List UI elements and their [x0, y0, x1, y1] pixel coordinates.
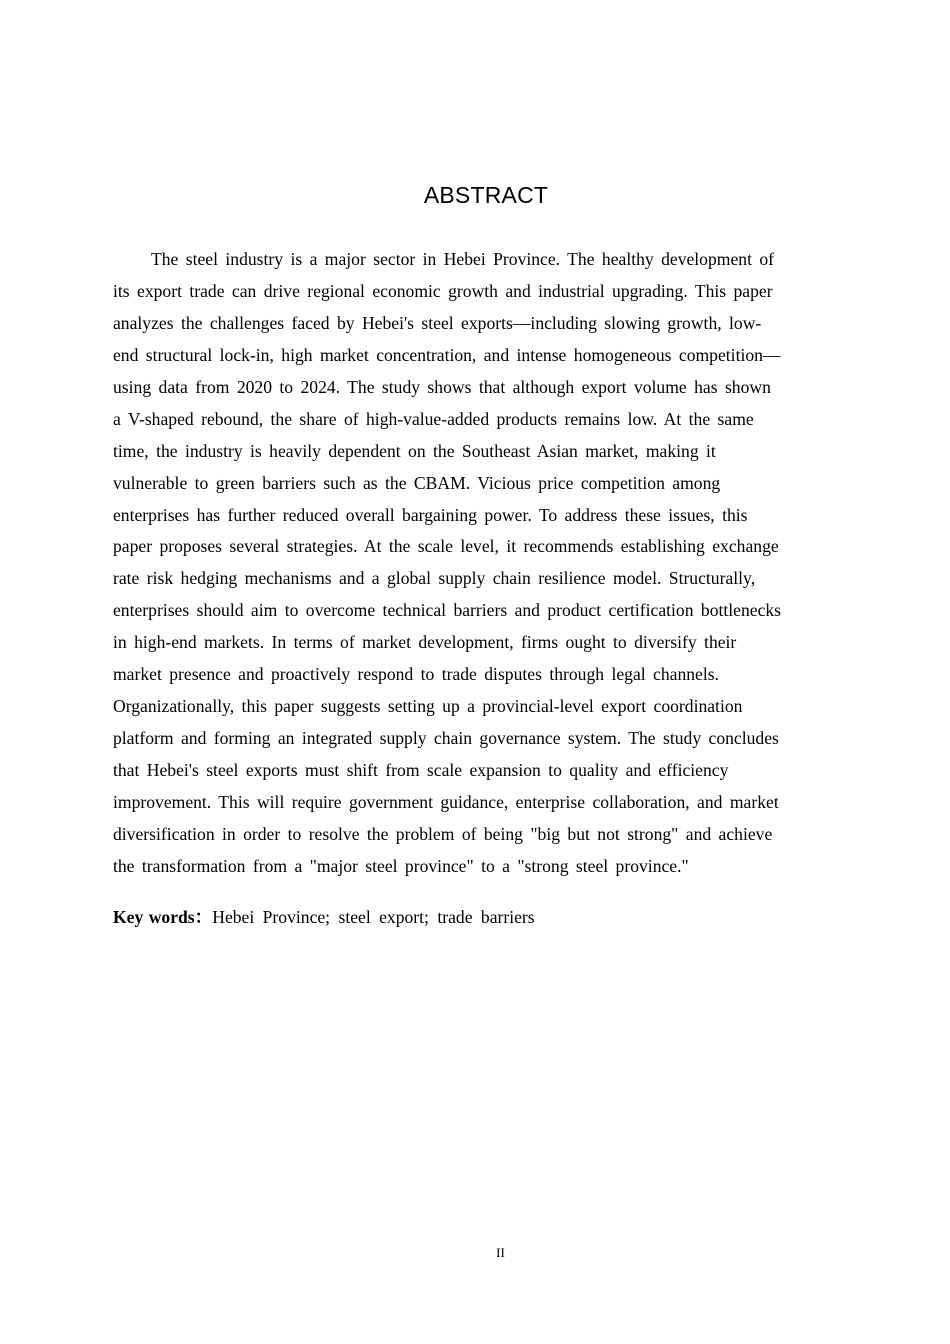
abstract-line: Organizationally, this paper suggests setting up a provincial-level export coordination: [113, 696, 743, 717]
abstract-line: rate risk hedging mechanisms and a global supply chain resilience model. Structurally,: [113, 568, 756, 589]
abstract-line: market presence and proactively respond to trade disputes through legal channels.: [113, 664, 719, 685]
abstract-line: The steel industry is a major sector in Hebei Province. The healthy development of: [151, 249, 775, 269]
abstract-line: analyzes the challenges faced by Hebei's steel exports—including slowing growth, low-: [113, 312, 762, 333]
abstract-line: time, the industry is heavily dependent on the Southeast Asian market, making it: [113, 440, 716, 461]
abstract-line: platform and forming an integrated supply chain governance system. The study concludes: [113, 728, 779, 749]
abstract-line: improvement. This will require government guidance, enterprise collaboration, and market: [113, 791, 779, 812]
abstract-body: [113, 244, 856, 883]
abstract-line: end structural lock-in, high market concentration, and intense homogeneous competition—: [113, 344, 781, 365]
abstract-line: enterprises should aim to overcome technical barriers and product certification bottlenecks: [113, 600, 782, 621]
abstract-line: diversification in order to resolve the problem of being "big but not strong" and achieve: [113, 823, 773, 844]
keywords-label: Key words：: [113, 907, 213, 927]
keywords-line: [113, 903, 856, 931]
abstract-line: its export trade can drive regional economic growth and industrial upgrading. This paper: [113, 280, 773, 301]
abstract-line: paper proposes several strategies. At the scale level, it recommends establishing exchange: [113, 536, 779, 557]
keywords-text: Hebei Province; steel export; trade barriers: [212, 907, 535, 927]
page-number: II: [496, 1245, 505, 1260]
abstract-line: using data from 2020 to 2024. The study shows that although export volume has shown: [113, 376, 771, 397]
abstract-line: enterprises has further reduced overall bargaining power. To address these issues, this: [113, 504, 748, 525]
abstract-title: ABSTRACT: [423, 182, 549, 208]
abstract-line: a V-shaped rebound, the share of high-value-added products remains low. At the same: [113, 408, 754, 429]
abstract-line: the transformation from a "major steel province" to a "strong steel province.": [113, 855, 689, 876]
abstract-line: in high-end markets. In terms of market development, firms ought to diversify their: [113, 632, 737, 653]
abstract-line: vulnerable to green barriers such as the CBAM. Vicious price competition among: [113, 472, 721, 493]
abstract-line: that Hebei's steel exports must shift from scale expansion to quality and efficiency: [113, 760, 729, 780]
